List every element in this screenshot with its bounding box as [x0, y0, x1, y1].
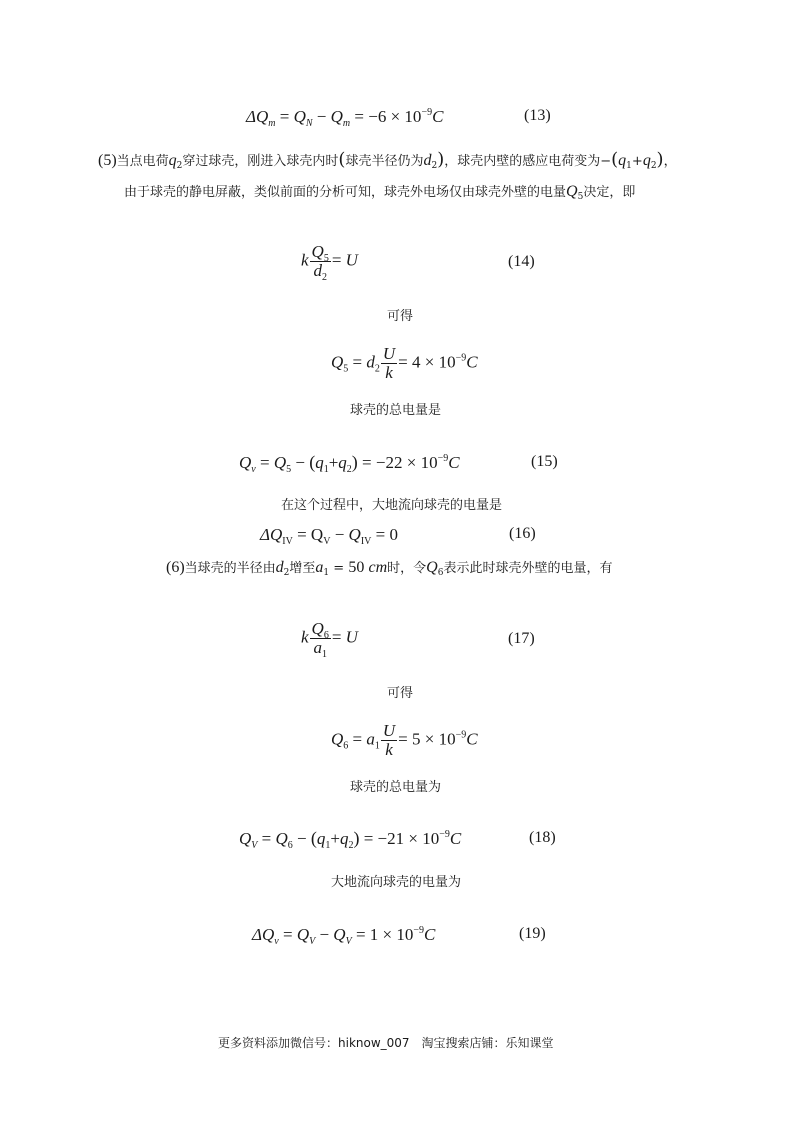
equation-q6-result: $Q_6 = a_1$ $\frac{U}{k}$ = $5 \times 10^{-9}C$: [331, 721, 478, 759]
paragraph-6: (6)当球壳的半径由$d_2$增至$a_1 = 50$ cm时，令$Q_6$表示此时球壳外壁的电量，有: [166, 559, 613, 578]
equation-15: $Q_v = Q_5 - (q_1+q_2) = -22 \times 10^{-9}C$: [239, 452, 460, 475]
equation-18: $Q_V = Q_6 - (q_1+q_2) = -21 \times 10^{-9}C$: [239, 828, 462, 851]
equation-17: k $\frac{Q_6}{a_1}$ = U: [301, 619, 358, 660]
text-total-is: 球壳的总电量是: [350, 403, 442, 418]
equation-19: $\Delta Q_v = Q_V - Q_V = 1 \times 10^{-9}C$: [252, 925, 436, 947]
equation-13: $\Delta Q_m = Q_N - Q_m = -6 \times 10^{-9}C$: [246, 107, 444, 129]
equation-number-15: (15): [531, 453, 558, 470]
equation-number-14: (14): [508, 253, 535, 270]
text-total-wei: 球壳的总电量为: [350, 780, 442, 795]
text-keyi-1: 可得: [387, 309, 414, 324]
equation-number-16: (16): [509, 525, 536, 542]
text-process: 在这个过程中，大地流向球壳的电量是: [281, 498, 503, 513]
text-keyi-2: 可得: [387, 686, 414, 701]
equation-q5-result: $Q_5 = d_2$ $\frac{U}{k}$ = $4 \times 10^{-9}C$: [331, 344, 478, 382]
equation-16: $\Delta Q_{IV} = Q_V - Q_{IV} = 0$: [260, 525, 398, 547]
footer-contact: 更多资料添加微信号：hiknow_007 淘宝搜索店铺：乐知课堂: [218, 1036, 554, 1050]
equation-number-17: (17): [508, 630, 535, 647]
equation-number-19: (19): [519, 925, 546, 942]
equation-number-13: (13): [524, 107, 551, 124]
text-earth-flow: 大地流向球壳的电量为: [331, 875, 462, 890]
paragraph-5-line-2: 由于球壳的静电屏蔽，类似前面的分析可知，球壳外电场仅由球壳外壁的电量$Q_5$决定，即: [124, 183, 636, 202]
paragraph-5-line-1: (5)当点电荷$q_2$穿过球壳，刚进入球壳内时(球壳半径仍为$d_2$)，球壳内壁的感应电荷变为$-(q_1+q_2)$，: [98, 149, 677, 171]
equation-14: k $\frac{Q_5}{d_2}$ = U: [301, 242, 358, 283]
equation-number-18: (18): [529, 829, 556, 846]
